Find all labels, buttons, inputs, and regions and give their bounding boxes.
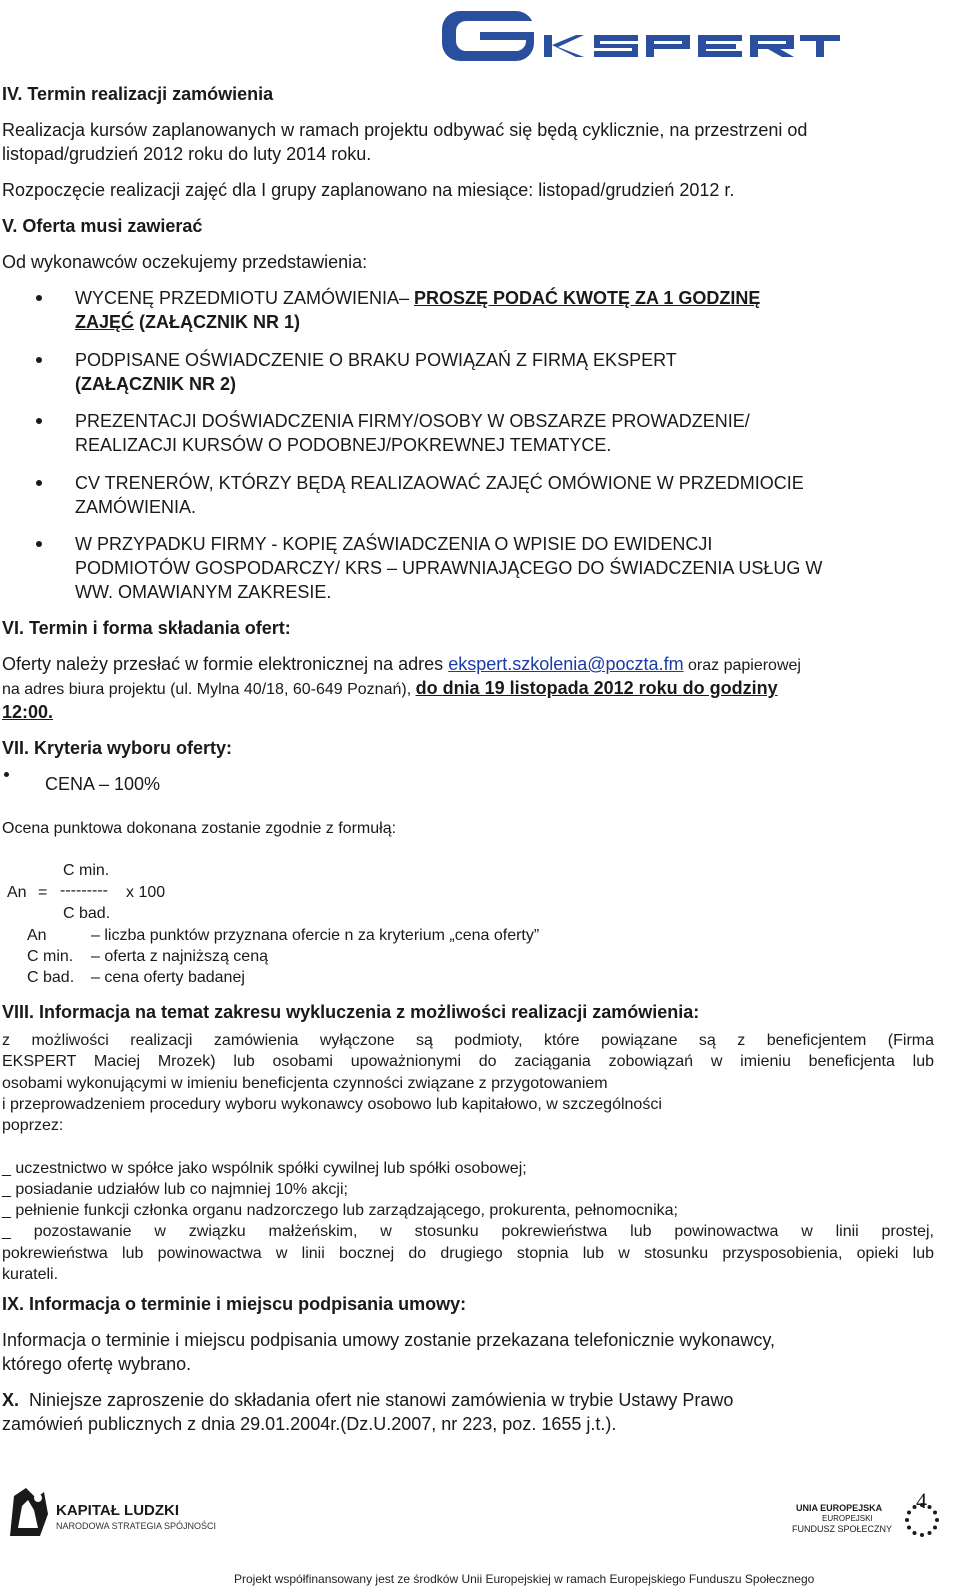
- section8-p1-line1: z możliwości realizacji zamówienia wyłączone są podmioty, które powiązane są z beneficjentem (Firma: [2, 1032, 934, 1049]
- list-item-1-line1: [75, 286, 760, 310]
- eu-label-1: UNIA EUROPEJSKA: [796, 1503, 883, 1513]
- formula-fraction-line: ---------: [60, 882, 108, 899]
- kapital-ludzki-emblem-icon: [4, 1484, 54, 1540]
- exclusion-item-2: _ posiadanie udziałów lub co najmniej 10% akcji;: [2, 1181, 348, 1198]
- list-item-1-line2: [75, 310, 300, 334]
- section10-text: Niniejsze zaproszenie do składania ofert nie stanowi zamówienia w trybie Ustawy Prawo: [29, 1390, 734, 1410]
- kapital-ludzki-logo: [4, 1484, 217, 1544]
- exclusion-item-4-line3: kurateli.: [2, 1266, 59, 1283]
- ekspert-logo-graphic: [440, 5, 840, 65]
- exclusion-item-4-line1: _ pozostawanie w związku małżeńskim, w stosunku pokrewieństwa lub powinowactwa w linii prostej,: [2, 1223, 934, 1240]
- section8-title: VIII. Informacja na temat zakresu wykluczenia z możliwości realizacji zamówienia:: [2, 1002, 700, 1022]
- bullet-icon: [36, 480, 42, 486]
- list-item-5-line3: WW. OMAWIANYM ZAKRESIE.: [75, 582, 332, 602]
- section10-line2: zamówień publicznych z dnia 29.01.2004r.(Dz.U.2007, nr 223, poz. 1655 j.t.).: [2, 1414, 617, 1434]
- section9-line2: którego ofertę wybrano.: [2, 1354, 192, 1374]
- bullet-icon: [36, 418, 42, 424]
- section4-paragraph1-line2: listopad/grudzień 2012 roku do luty 2014 roku.: [2, 144, 372, 164]
- section4-paragraph2: Rozpoczęcie realizacji zajęć dla I grupy zaplanowano na miesiące: listopad/grudzień 2012 r.: [2, 180, 735, 200]
- section10-label: X.: [2, 1390, 20, 1410]
- deadline-text: do dnia 19 listopada 2012 roku do godziny: [415, 678, 778, 698]
- eu-label-3: FUNDUSZ SPOŁECZNY: [792, 1524, 893, 1534]
- exclusion-item-1: _ uczestnictwo w spółce jako wspólnik spółki cywilnej lub spółki osobowej;: [2, 1160, 527, 1177]
- formula-cmin: C min.: [63, 862, 110, 879]
- list-item-5-line1: W PRZYPADKU FIRMY - KOPIĘ ZAŚWIADCZENIA O WPISIE DO EWIDENCJI: [75, 534, 713, 554]
- item1-text: WYCENĘ PRZEDMIOTU ZAMÓWIENIA–: [75, 288, 415, 308]
- bullet-icon: [36, 295, 42, 301]
- list-item-4-line1: CV TRENERÓW, KTÓRZY BĘDĄ REALIZAOWAĆ ZAJĘĆ OMÓWIONE W PRZEDMIOCIE: [75, 473, 804, 493]
- section9-line1: Informacja o terminie i miejscu podpisania umowy zostanie przekazana telefonicznie wykonawcy,: [2, 1330, 776, 1350]
- page-number: 4: [916, 1488, 927, 1513]
- list-item-4-line2: ZAMÓWIENIA.: [75, 497, 196, 517]
- kapital-ludzki-title: KAPITAŁ LUDZKI: [56, 1502, 180, 1519]
- section5-intro: Od wykonawców oczekujemy przedstawienia:: [2, 252, 368, 272]
- formula-x100: x 100: [126, 884, 166, 901]
- exclusion-item-4-line2: pokrewieństwa lub powinowactwa w linii bocznej do drugiego stopnia lub w stosunku przysposobienia, opieki lub: [2, 1245, 934, 1262]
- legend-cmin-def: – oferta z najniższą ceną: [91, 948, 268, 965]
- section6-line2: [2, 678, 778, 700]
- section9-title: IX. Informacja o terminie i miejscu podpisania umowy:: [2, 1294, 467, 1314]
- section6-title: VI. Termin i forma składania ofert:: [2, 618, 291, 638]
- section7-title: VII. Kryteria wyboru oferty:: [2, 738, 233, 758]
- legend-cmin-term: C min.: [27, 948, 74, 965]
- criterion-price: CENA – 100%: [45, 774, 161, 794]
- list-item-2-line1: PODPISANE OŚWIADCZENIE O BRAKU POWIĄZAŃ Z FIRMĄ EKSPERT: [75, 350, 677, 370]
- formula-intro: Ocena punktowa dokonana zostanie zgodnie z formułą:: [2, 820, 397, 837]
- email-link[interactable]: ekspert.szkolenia@poczta.fm: [448, 654, 684, 674]
- offer-text-cont: oraz papierowej: [683, 657, 801, 674]
- kapital-ludzki-subtitle: NARODOWA STRATEGIA SPÓJNOŚCI: [56, 1521, 217, 1531]
- list-item-3-line2: REALIZACJI KURSÓW O PODOBNEJ/POKREWNEJ TEMATYCE.: [75, 435, 612, 455]
- section4-title: IV. Termin realizacji zamówienia: [2, 84, 274, 104]
- footer-note: Projekt współfinansowany jest ze środków Unii Europejskiej w ramach Europejskiego Funduszu Społecznego: [234, 1572, 815, 1586]
- section8-p1-line5: poprzez:: [2, 1117, 64, 1134]
- section6-line1: [2, 652, 801, 678]
- item1-emphasis-cont: ZAJĘĆ: [75, 312, 135, 332]
- eu-label-2: EUROPEJSKI: [822, 1514, 873, 1523]
- section8-p1-line2: EKSPERT Maciej Mrozek) lub osobami upoważnionymi do zaciągania zobowiązań w imieniu beneficjenta lub: [2, 1053, 934, 1070]
- legend-an-term: An: [27, 927, 47, 944]
- exclusion-item-3: _ pełnienie funkcji członka organu nadzorczego lub zarządzającego, prokurenta, pełnomocnika;: [2, 1202, 678, 1219]
- formula-an: An: [7, 884, 27, 901]
- list-item-3-line1: PREZENTACJI DOŚWIADCZENIA FIRMY/OSOBY W OBSZARZE PROWADZENIE/: [75, 411, 750, 431]
- list-item-2-line2: (ZAŁĄCZNIK NR 2): [75, 374, 236, 394]
- bullet-icon: [4, 772, 9, 777]
- ekspert-logo: [440, 5, 840, 65]
- section8-p1-line3: osobami wykonującymi w imieniu beneficjenta czynności związane z przygotowaniem: [2, 1075, 608, 1092]
- item1-emphasis: PROSZĘ PODAĆ KWOTĘ ZA 1 GODZINĘ: [414, 288, 761, 308]
- list-item-5-line2: PODMIOTÓW GOSPODARCZY/ KRS – UPRAWNIAJĄCEGO DO ŚWIADCZENIA USŁUG W: [75, 558, 823, 578]
- bullet-icon: [36, 541, 42, 547]
- section10-line1: [2, 1388, 733, 1412]
- bullet-icon: [36, 357, 42, 363]
- eu-logo: [792, 1488, 952, 1540]
- legend-cbad-term: C bad.: [27, 969, 75, 986]
- item1-annex: (ZAŁĄCZNIK NR 1): [134, 312, 300, 332]
- address-text: na adres biura projektu (ul. Mylna 40/18, 60-649 Poznań),: [2, 681, 416, 698]
- section8-p1-line4: i przeprowadzeniem procedury wyboru wykonawcy osobowo lub kapitałowo, w szczególności: [2, 1096, 662, 1113]
- section4-paragraph1-line1: Realizacja kursów zaplanowanych w ramach projektu odbywać się będą cyklicznie, na przestrzeni od: [2, 120, 808, 140]
- legend-cbad-def: – cena oferty badanej: [91, 969, 245, 986]
- formula-equals: =: [38, 884, 48, 901]
- formula-cbad: C bad.: [63, 905, 111, 922]
- section5-title: V. Oferta musi zawierać: [2, 216, 203, 236]
- section6-line3: 12:00.: [2, 702, 54, 722]
- offer-text: Oferty należy przesłać w formie elektronicznej na adres: [2, 654, 449, 674]
- legend-an-def: – liczba punktów przyznana ofercie n za kryterium „cena oferty”: [91, 927, 540, 944]
